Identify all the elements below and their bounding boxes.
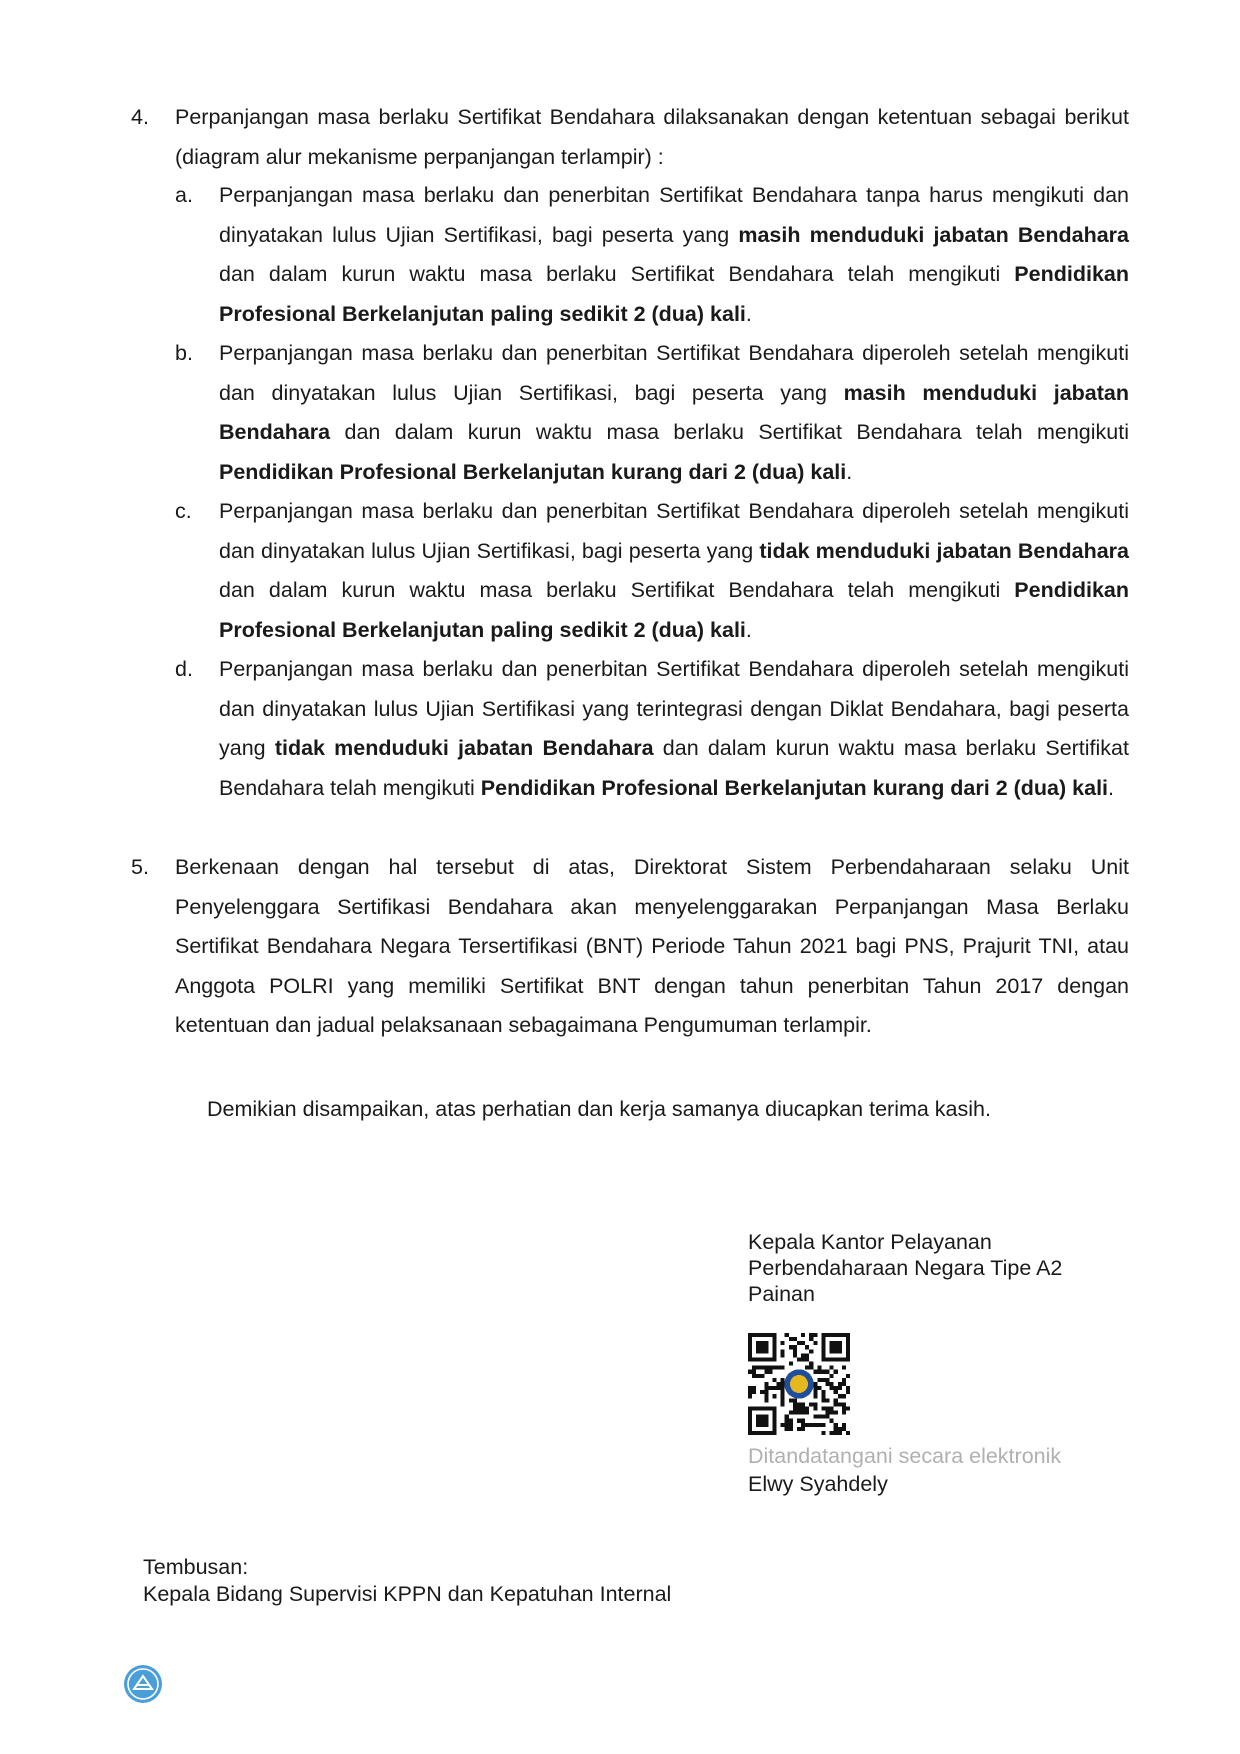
- emphasis-text: tidak menduduki jabatan Bendahara: [274, 736, 654, 761]
- emphasis-text: tidak menduduki jabatan Bendahara: [759, 538, 1130, 563]
- emphasis-text: Pendidikan Profesional Berkelanjutan kurang dari 2 (dua) kali: [219, 459, 847, 484]
- item-a-label: a.: [175, 183, 193, 207]
- item-c-label: c.: [175, 499, 192, 523]
- item-5-number: 5.: [131, 855, 149, 879]
- qr-code-icon: [748, 1333, 850, 1435]
- body-text: .: [846, 459, 853, 484]
- emphasis-text: Pendidikan Profesional Berkelanjutan kurang dari 2 (dua) kali: [480, 775, 1109, 800]
- electronic-signature-note: Ditandatangani secara elektronik: [748, 1444, 1062, 1468]
- body-text: Perpanjangan masa berlaku dan penerbitan Sertifikat Bendahara diperoleh setelah mengikuti dan dinyatakan lulus Ujian Sertifikasi, bagi peserta yang: [219, 499, 1129, 563]
- emphasis-text: Pendidikan Profesional Berkelanjutan paling sedikit 2 (dua) kali: [219, 262, 1129, 326]
- emphasis-text: masih menduduki jabatan Bendahara: [219, 380, 1129, 445]
- item-c-text: [219, 492, 1129, 650]
- body-text: .: [1108, 775, 1114, 800]
- cc-recipient: Kepala Bidang Supervisi KPPN dan Kepatuhan Internal: [143, 1582, 672, 1606]
- item-4-text: Perpanjangan masa berlaku Sertifikat Bendahara dilaksanakan dengan ketentuan sebagai berikut (diagram alur mekanisme perpanjangan terlampir) :: [175, 105, 1129, 169]
- item-4-number: 4.: [131, 105, 149, 129]
- item-a-text: [219, 176, 1129, 334]
- signatory-name: Elwy Syahdely: [748, 1472, 888, 1496]
- body-text: dan dalam kurun waktu masa berlaku Sertifikat Bendahara telah mengikuti: [219, 578, 1015, 603]
- item-b-label: b.: [175, 341, 193, 365]
- bsre-stamp-icon: [123, 1664, 163, 1704]
- body-text: Perpanjangan masa berlaku dan penerbitan Sertifikat Bendahara diperoleh setelah mengikuti dan dinyatakan lulus Ujian Sertifikasi, bagi peserta yang: [219, 341, 1129, 405]
- item-5-text: Berkenaan dengan hal tersebut di atas, Direktorat Sistem Perbendaharaan selaku Unit Penyelenggara Sertifikasi Bendahara akan menyelenggarakan Perpanjangan Masa Berlaku Sertifikat Bendahara Negara Tersertifikasi (BNT) Periode Tahun 2021 bagi PNS, Prajurit TNI, atau Anggota POLRI yang memiliki Sertifikat BNT dengan tahun penerbitan Tahun 2017 dengan ketentuan dan jadual pelaksanaan sebagaimana Pengumuman terlampir.: [175, 855, 1129, 1038]
- body-text: dan dalam kurun waktu masa berlaku Sertifikat Bendahara telah mengikuti: [219, 262, 1015, 287]
- body-text: .: [745, 301, 752, 326]
- cc-heading: Tembusan:: [143, 1555, 249, 1579]
- signatory-position-line1: Kepala Kantor Pelayanan: [748, 1230, 992, 1254]
- body-text: .: [745, 617, 752, 642]
- body-text: dan dalam kurun waktu masa berlaku Sertifikat Bendahara telah mengikuti: [219, 736, 1129, 800]
- body-text: Perpanjangan masa berlaku dan penerbitan Sertifikat Bendahara tanpa harus mengikuti dan dinyatakan lulus Ujian Sertifikasi, bagi peserta yang: [219, 183, 1129, 247]
- body-text: dan dalam kurun waktu masa berlaku Sertifikat Bendahara telah mengikuti: [330, 420, 1129, 445]
- signatory-position-line3: Painan: [748, 1282, 815, 1306]
- item-b-text: [219, 334, 1129, 492]
- emphasis-text: masih menduduki jabatan Bendahara: [738, 222, 1129, 247]
- body-text: Perpanjangan masa berlaku dan penerbitan Sertifikat Bendahara diperoleh setelah mengikuti dan dinyatakan lulus Ujian Sertifikasi yang terintegrasi dengan Diklat Bendahara, bagi peserta yang: [219, 657, 1129, 761]
- signatory-position-line2: Perbendaharaan Negara Tipe A2: [748, 1256, 1063, 1280]
- item-d-text: [219, 650, 1129, 808]
- item-d-label: d.: [175, 657, 193, 681]
- closing-statement: Demikian disampaikan, atas perhatian dan kerja samanya diucapkan terima kasih.: [207, 1097, 991, 1121]
- emphasis-text: Pendidikan Profesional Berkelanjutan paling sedikit 2 (dua) kali: [219, 578, 1129, 642]
